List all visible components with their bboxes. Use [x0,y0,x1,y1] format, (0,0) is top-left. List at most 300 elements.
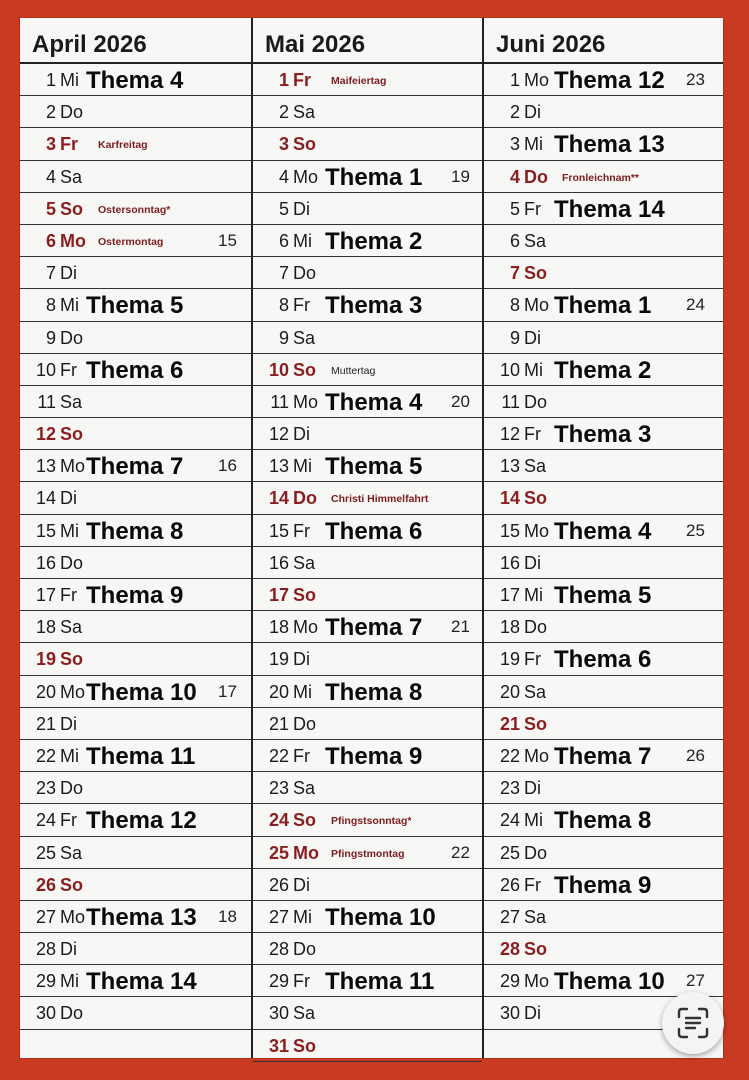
weekday-name: Di [293,424,310,445]
weekday-name: So [524,488,548,509]
weekday-name: Mi [60,971,79,992]
thema-label: Thema 9 [86,582,184,609]
thema-label: Thema 2 [554,356,652,384]
weekday-name: So [60,198,84,219]
weekday-name: Fr [524,198,541,219]
day-row [484,676,723,708]
weekday-name: Do [293,488,317,509]
day-row [20,740,251,772]
day-row [253,643,482,675]
day-number: 17 [268,585,289,605]
thema-label: Thema 8 [325,678,423,706]
weekday-name: Sa [60,391,83,412]
weekday-name: Mo [293,391,319,412]
weekday-name: Sa [524,456,547,477]
day-row [484,386,723,418]
day-row [20,547,251,579]
weekday-name: Fr [60,810,77,831]
day-number: 26 [499,874,520,895]
day-row [484,161,723,193]
day-row [20,579,251,611]
weekday-name: Mo [60,681,86,702]
day-row [484,354,723,386]
day-number: 25 [35,842,56,863]
day-number: 9 [45,327,56,348]
weekday-name: Mo [293,617,319,638]
day-number: 12 [35,424,56,445]
day-row [20,193,251,225]
day-number: 9 [509,327,520,348]
day-number: 5 [509,198,520,219]
weekday-name: Sa [60,166,83,187]
weekday-name: Fr [60,134,78,155]
day-row [253,901,482,933]
weekday-name: Sa [293,552,316,573]
weekday-name: Mo [60,456,86,477]
day-row [253,482,482,514]
day-row [20,515,251,547]
weekday-name: Di [524,552,541,573]
day-number: 22 [499,745,520,766]
weekday-name: Di [524,778,541,799]
weekday-name: Mi [524,359,543,380]
day-row [484,611,723,643]
day-row [20,869,251,901]
day-row [20,676,251,708]
weekday-name: Do [524,391,548,412]
weekday-name: Mi [293,906,312,927]
thema-label: Thema 6 [554,646,652,674]
day-number: 30 [499,1003,520,1024]
weekday-name: Mo [524,520,550,541]
thema-label: Thema 5 [325,453,423,481]
day-number: 30 [268,1003,289,1024]
holiday-label: Maifeiertag [331,75,387,87]
day-row [253,804,482,836]
day-number: 2 [45,102,56,123]
day-row [253,322,482,354]
day-number: 21 [268,713,289,734]
day-row [20,837,251,869]
day-number: 10 [499,359,520,380]
day-row [253,386,482,418]
day-row [253,225,482,257]
day-number: 9 [278,327,289,348]
day-row [253,869,482,901]
day-number: 15 [35,520,56,541]
weekday-name: Do [60,102,84,123]
weekday-name: Mi [60,70,79,90]
day-number: 18 [268,617,289,638]
day-row [253,837,482,869]
day-number: 7 [45,263,56,284]
day-number: 26 [268,874,289,895]
weekday-name: Mi [293,230,312,251]
day-number: 4 [278,166,289,187]
day-row [253,579,482,611]
day-number: 25 [268,842,289,863]
month-column-april [20,18,253,1058]
day-row [253,1030,482,1062]
day-number: 16 [499,552,520,573]
weekday-name: So [293,359,317,380]
day-row [20,161,251,193]
day-number: 19 [499,649,520,670]
week-number: 23 [686,70,705,89]
weekday-name: Fr [60,359,77,380]
scan-text-button[interactable] [662,992,724,1054]
scan-text-icon [676,1006,710,1040]
day-row [484,450,723,482]
holiday-label: Muttertag [331,364,376,377]
day-row [484,289,723,321]
day-number: 12 [499,424,520,445]
day-number: 31 [268,1035,289,1056]
weekday-name: Mi [293,456,312,477]
day-row [253,965,482,997]
day-number: 24 [499,810,520,831]
day-number: 23 [35,778,56,799]
day-row [484,837,723,869]
day-row [253,708,482,740]
day-row [484,193,723,225]
thema-label: Thema 14 [554,195,665,223]
day-row [484,418,723,450]
thema-label: Thema 8 [554,807,652,835]
day-number: 22 [35,745,56,766]
weekday-name: Do [524,617,548,638]
thema-label: Thema 6 [86,356,184,384]
weekday-name: So [293,810,317,831]
weekday-name: Sa [524,230,547,251]
day-number: 7 [278,263,289,284]
month-title: Mai 2026 [253,18,482,64]
day-number: 22 [268,745,289,766]
day-number: 24 [268,810,289,831]
day-number: 6 [278,230,289,251]
weekday-name: So [293,585,317,605]
week-number: 25 [686,520,705,540]
day-number: 11 [270,391,289,412]
week-number: 15 [218,230,237,250]
weekday-name: Do [524,166,548,187]
day-number: 30 [35,1003,56,1024]
day-number: 19 [268,649,289,670]
day-row [253,289,482,321]
weekday-name: Sa [293,778,316,799]
day-number: 6 [509,230,520,251]
week-number: 21 [451,617,470,637]
thema-label: Thema 7 [554,742,652,770]
day-number: 17 [499,585,520,605]
weekday-name: Di [524,1003,541,1024]
day-row [484,257,723,289]
day-row [20,322,251,354]
day-row [253,257,482,289]
day-row [20,482,251,514]
day-row [20,804,251,836]
day-number: 16 [35,552,56,573]
week-number: 17 [218,681,237,701]
day-row [253,772,482,804]
day-number: 18 [35,617,56,638]
weekday-name: Fr [293,70,311,90]
day-number: 4 [509,166,520,187]
day-row [484,64,723,96]
weekday-name: Mo [524,745,550,766]
week-number: 16 [218,456,237,476]
thema-label: Thema 12 [554,67,665,94]
day-row [20,96,251,128]
holiday-label: Pfingstsonntag* [331,815,412,828]
holiday-label: Pfingstmontag [331,847,405,860]
weekday-name: Fr [524,874,541,895]
weekday-name: So [293,1035,317,1056]
day-row [20,965,251,997]
thema-label: Thema 14 [86,968,197,996]
day-row [20,64,251,96]
day-number: 25 [499,842,520,863]
day-number: 14 [35,488,56,509]
weekday-name: So [293,134,317,155]
weekday-name: Mo [524,70,550,90]
day-number: 14 [268,488,289,509]
day-row [484,128,723,160]
day-number: 23 [499,778,520,799]
day-number: 29 [499,971,520,992]
weekday-name: Fr [524,424,541,445]
day-row [253,450,482,482]
weekday-name: Mi [524,810,543,831]
day-number: 8 [509,295,520,316]
weekday-name: Sa [524,906,547,927]
thema-label: Thema 4 [325,388,423,416]
day-number: 18 [499,617,520,638]
day-row [484,933,723,965]
month-column-mai [253,18,484,1058]
day-number: 26 [35,874,56,895]
day-number: 11 [37,391,56,412]
day-number: 7 [509,263,520,284]
day-row [484,901,723,933]
weekday-name: Do [293,939,317,960]
weekday-name: Do [524,842,548,863]
week-number: 24 [686,295,705,315]
day-row [253,161,482,193]
thema-label: Thema 4 [554,517,652,545]
day-row [253,933,482,965]
week-number: 18 [218,906,237,926]
day-row [253,64,482,96]
weekday-name: So [60,874,84,895]
weekday-name: Mi [524,134,543,155]
day-row [484,547,723,579]
weekday-name: Do [60,1003,84,1024]
thema-label: Thema 10 [325,903,436,931]
thema-label: Thema 10 [86,678,197,706]
weekday-name: So [524,939,548,960]
day-row [20,901,251,933]
day-row [484,740,723,772]
month-title: Juni 2026 [484,18,723,64]
day-number: 28 [499,939,520,960]
weekday-name: Mo [524,971,550,992]
weekday-name: Mo [60,906,86,927]
weekday-name: Do [60,778,84,799]
day-row [253,96,482,128]
day-number: 13 [268,456,289,477]
weekday-name: Fr [293,745,310,766]
day-row [20,128,251,160]
thema-label: Thema 8 [86,517,184,545]
day-number: 21 [499,713,520,734]
day-number: 2 [509,102,520,123]
day-row [253,515,482,547]
weekday-name: So [60,424,84,445]
weekday-name: Di [524,102,541,123]
thema-label: Thema 4 [86,67,184,94]
thema-label: Thema 2 [325,227,423,255]
day-number: 8 [278,295,289,316]
day-row [253,547,482,579]
day-number: 3 [278,134,289,155]
holiday-label: Christi Himmelfahrt [331,493,429,506]
day-row [484,804,723,836]
thema-label: Thema 6 [325,517,423,545]
weekday-name: Di [524,327,541,348]
weekday-name: Mo [293,842,319,863]
weekday-name: Fr [293,295,310,316]
day-row [253,193,482,225]
day-number: 20 [268,681,289,702]
weekday-name: Di [60,488,77,509]
thema-label: Thema 1 [325,163,423,191]
weekday-name: Mi [60,520,79,541]
week-number: 22 [451,842,470,862]
day-row [253,676,482,708]
day-row [484,579,723,611]
day-row [20,354,251,386]
weekday-name: Di [60,939,77,960]
thema-label: Thema 3 [325,292,423,320]
day-number: 27 [268,906,289,927]
weekday-name: Mi [524,585,543,605]
day-row [20,225,251,257]
day-number: 13 [499,456,520,477]
day-row [20,386,251,418]
day-number: 5 [278,198,289,219]
week-number: 19 [451,166,470,186]
weekday-name: Di [293,649,310,670]
thema-label: Thema 10 [554,968,665,996]
thema-label: Thema 12 [86,807,197,835]
weekday-name: So [60,649,84,670]
weekday-name: Fr [293,520,310,541]
day-number: 17 [35,585,56,605]
day-number: 28 [35,939,56,960]
weekday-name: Do [60,552,84,573]
day-number: 23 [268,778,289,799]
thema-label: Thema 5 [86,292,184,320]
day-row [20,611,251,643]
day-row [484,515,723,547]
thema-label: Thema 13 [86,903,197,931]
day-number: 28 [268,939,289,960]
day-row [20,643,251,675]
weekday-name: Mo [524,295,550,316]
weekday-name: Mo [60,230,86,251]
thema-label: Thema 5 [554,582,652,609]
day-number: 1 [278,70,289,90]
thema-label: Thema 9 [554,871,652,899]
day-number: 11 [501,391,520,412]
thema-label: Thema 3 [554,421,652,449]
day-number: 14 [499,488,520,509]
day-number: 8 [45,295,56,316]
day-row [484,225,723,257]
day-number: 29 [268,971,289,992]
weekday-name: Di [60,263,77,284]
weekday-name: Di [293,874,310,895]
day-row [484,643,723,675]
day-row [253,128,482,160]
day-row [253,611,482,643]
day-number: 15 [268,520,289,541]
thema-label: Thema 7 [325,614,423,642]
day-row [20,257,251,289]
week-number: 20 [451,391,470,411]
day-row [484,772,723,804]
weekday-name: So [524,713,548,734]
day-number: 1 [45,70,56,90]
day-number: 16 [268,552,289,573]
day-number: 3 [45,134,56,155]
week-number: 26 [686,745,705,765]
weekday-name: Sa [293,327,316,348]
day-number: 19 [35,649,56,670]
day-number: 27 [499,906,520,927]
month-column-juni [484,18,723,1058]
month-title: April 2026 [20,18,251,64]
thema-label: Thema 13 [554,131,665,159]
thema-label: Thema 11 [325,968,435,996]
day-row [484,869,723,901]
day-number: 24 [35,810,56,831]
day-number: 27 [35,906,56,927]
day-row [20,450,251,482]
holiday-label: Ostersonntag* [98,203,171,216]
day-row [20,708,251,740]
weekday-name: Di [293,198,310,219]
holiday-label: Fronleichnam** [562,171,640,184]
day-row [484,708,723,740]
day-row [253,354,482,386]
calendar-sheet [20,18,723,1058]
day-row [20,933,251,965]
weekday-name: Do [60,327,84,348]
day-number: 20 [499,681,520,702]
thema-label: Thema 9 [325,742,423,770]
weekday-name: Fr [60,585,77,605]
day-number: 10 [35,359,56,380]
weekday-name: Sa [60,842,83,863]
weekday-name: Fr [524,649,541,670]
day-number: 2 [278,102,289,123]
weekday-name: Di [60,713,77,734]
weekday-name: Fr [293,971,310,992]
day-number: 20 [35,681,56,702]
day-number: 10 [268,359,289,380]
